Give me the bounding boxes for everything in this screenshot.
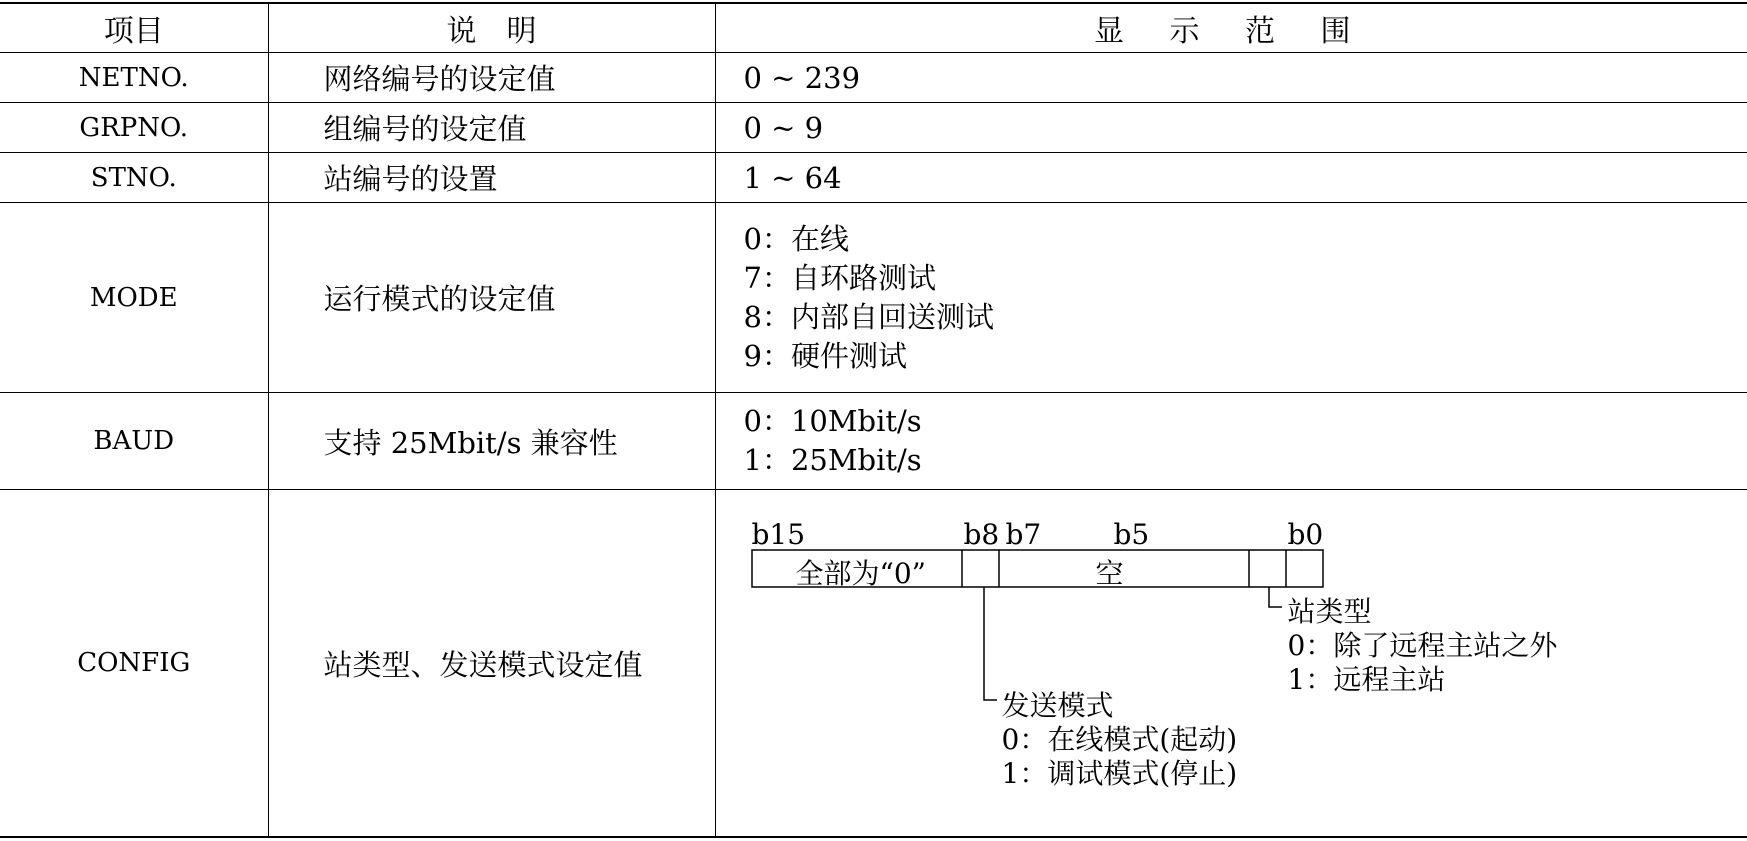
range-line: 7：自环路测试 [743, 260, 936, 295]
bit-label-b7: b7 [1005, 518, 1042, 551]
description-cell: 支持 25Mbit/s 兼容性 [268, 393, 715, 490]
table-row [0, 490, 1747, 838]
config-diagram-cell [715, 490, 1747, 838]
range-line: 8：内部自回送测试 [743, 299, 994, 334]
field-all-zero: 全部为“0” [795, 557, 926, 590]
send-mode-option: 0：在线模式(起动) [1001, 723, 1238, 756]
range-line: 0：10Mbit/s [743, 404, 922, 438]
item-cell: NETNO. [0, 53, 268, 103]
header-description: 说 明 [268, 3, 715, 53]
station-type-option: 1：远程主站 [1287, 663, 1446, 696]
station-type-option: 0：除了远程主站之外 [1287, 629, 1558, 662]
header-range: 显 示 范 围 [715, 3, 1747, 53]
item-cell: BAUD [0, 393, 268, 490]
bit-label-b0: b0 [1287, 518, 1324, 551]
range-cell [715, 393, 1747, 490]
bit-label-b15: b15 [751, 518, 806, 551]
bit-label-b5: b5 [1113, 518, 1150, 551]
description-cell: 站编号的设置 [268, 153, 715, 203]
settings-table [0, 2, 1747, 838]
item-cell: GRPNO. [0, 103, 268, 153]
table-header-row [0, 3, 1747, 53]
bit-label-b8: b8 [963, 518, 1000, 551]
table-row [0, 203, 1747, 393]
send-mode-leader [984, 587, 997, 700]
config-bit-diagram [716, 490, 1747, 836]
item-cell: CONFIG [0, 490, 268, 838]
range-line: 1：25Mbit/s [743, 443, 922, 477]
table-row [0, 103, 1747, 153]
station-type-leader [1269, 587, 1282, 607]
table-row [0, 153, 1747, 203]
send-mode-title: 发送模式 [1001, 689, 1114, 722]
description-cell: 网络编号的设定值 [268, 53, 715, 103]
range-cell: 1 ~ 64 [715, 153, 1747, 203]
field-empty: 空 [1095, 557, 1124, 590]
item-cell: MODE [0, 203, 268, 393]
range-line: 0：在线 [743, 221, 849, 256]
station-type-title: 站类型 [1287, 595, 1372, 628]
range-line: 9：硬件测试 [743, 338, 907, 373]
table-row [0, 393, 1747, 490]
send-mode-option: 1：调试模式(停止) [1001, 757, 1238, 790]
range-cell [715, 203, 1747, 393]
header-item: 项目 [0, 3, 268, 53]
description-cell: 运行模式的设定值 [268, 203, 715, 393]
description-cell: 组编号的设定值 [268, 103, 715, 153]
table-row [0, 53, 1747, 103]
item-cell: STNO. [0, 153, 268, 203]
description-cell: 站类型、发送模式设定值 [268, 490, 715, 838]
range-cell: 0 ~ 239 [715, 53, 1747, 103]
range-cell: 0 ~ 9 [715, 103, 1747, 153]
